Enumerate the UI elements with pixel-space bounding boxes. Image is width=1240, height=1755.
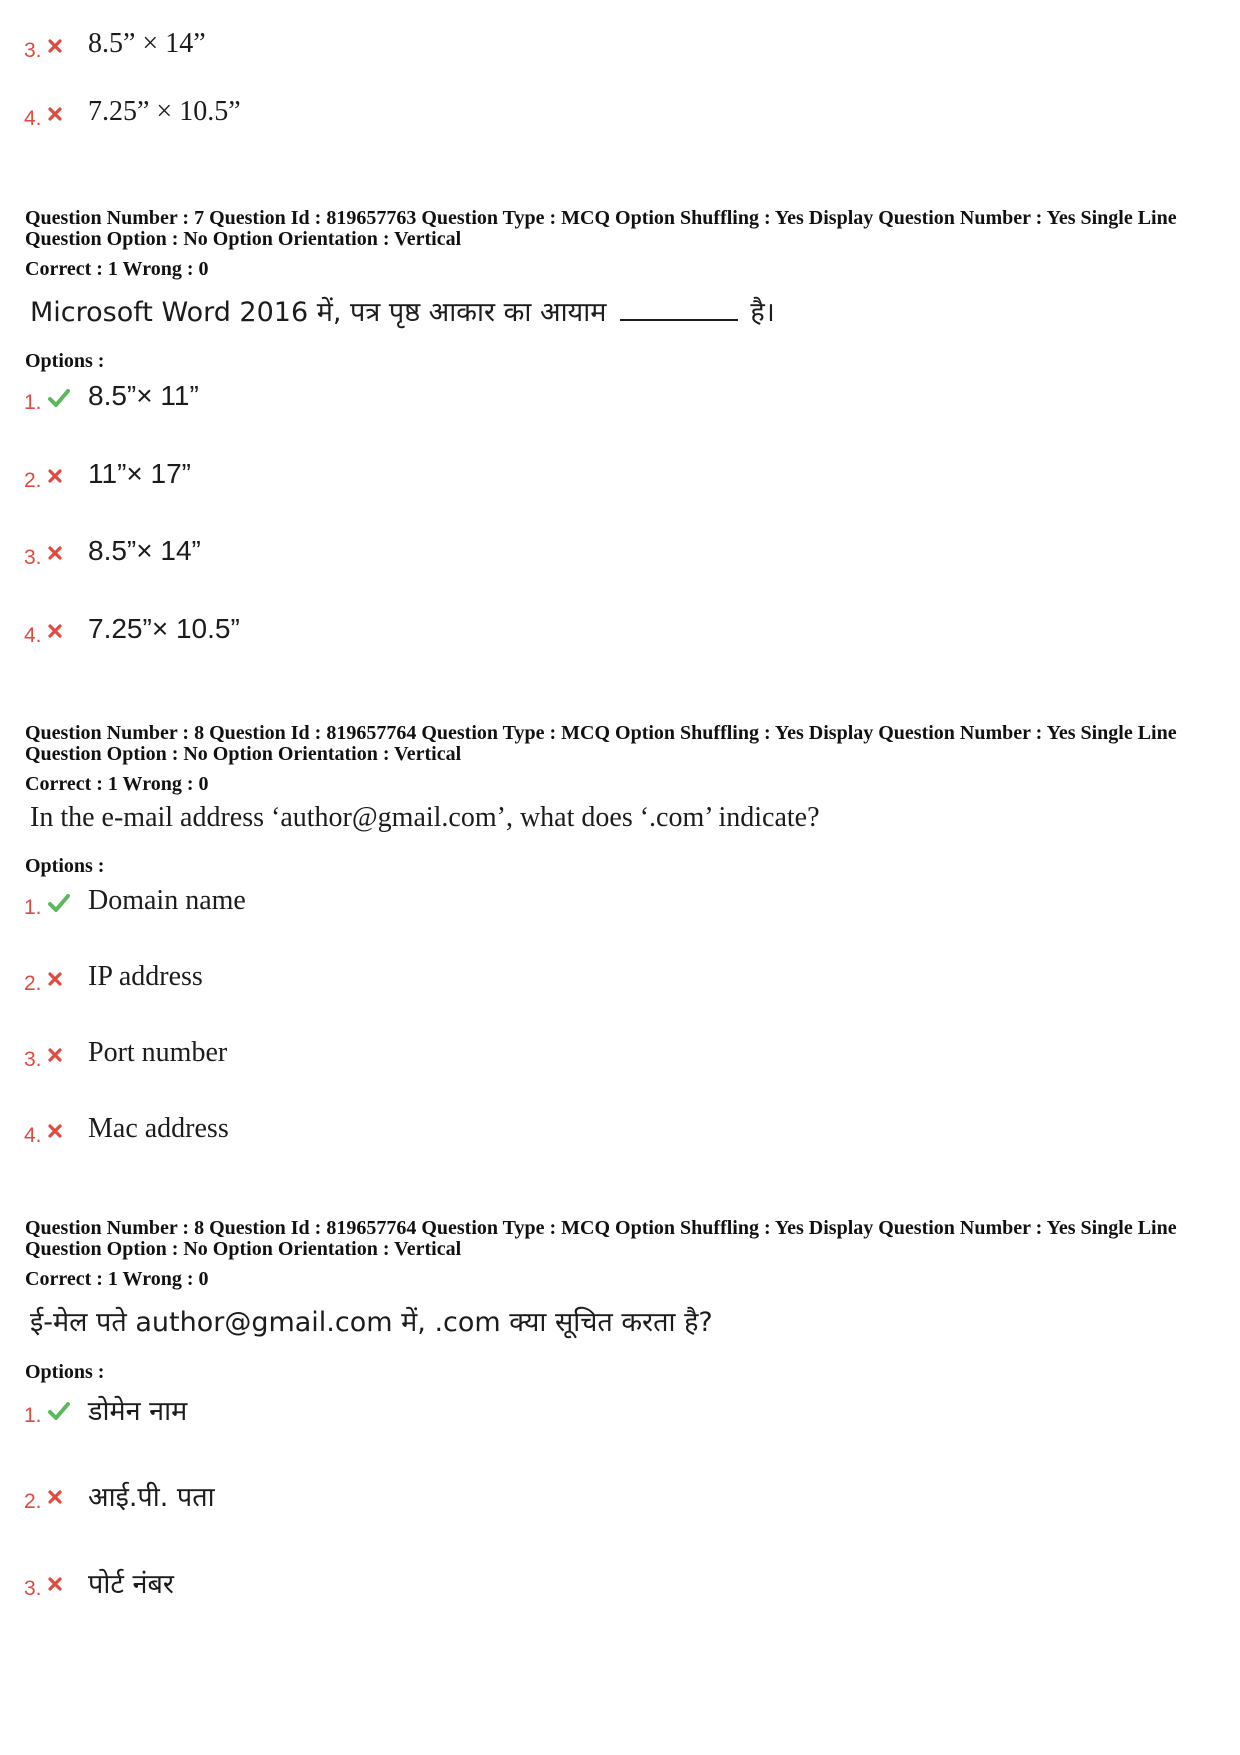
option-number: 2.	[24, 469, 42, 492]
option-text: 7.25”× 10.5”	[88, 613, 240, 644]
option-text: Domain name	[88, 885, 246, 916]
correct-wrong-marks: Correct : 1 Wrong : 0	[25, 258, 209, 280]
option-row	[24, 609, 240, 649]
option-text: Port number	[88, 1037, 228, 1068]
options-label: Options :	[25, 855, 105, 877]
cross-icon	[48, 1486, 88, 1504]
question-meta: Question Number : 8 Question Id : 819657764 Question Type : MCQ Option Shuffling : Yes Display Question Number : Yes Single Line Question Option : No Option Orientation : Vertical	[25, 722, 1177, 765]
cross-icon	[48, 35, 88, 53]
option-number: 1.	[24, 1404, 42, 1427]
option-number: 3.	[24, 1048, 42, 1071]
question-text: ई-मेल पते author@gmail.com में, .com क्या सूचित करता है?	[30, 1307, 713, 1338]
option-text: पोर्ट नंबर	[88, 1568, 174, 1600]
option-text: IP address	[88, 961, 203, 992]
cross-icon	[48, 1120, 88, 1138]
option-text: 11”× 17”	[88, 458, 191, 489]
option-text: 7.25” × 10.5”	[88, 96, 241, 127]
option-row	[24, 881, 246, 921]
option-text: Mac address	[88, 1113, 229, 1144]
option-number: 3.	[24, 546, 42, 569]
cross-icon	[48, 542, 88, 560]
option-number: 3.	[24, 39, 42, 62]
option-number: 4.	[24, 107, 42, 130]
option-row	[24, 92, 241, 132]
option-number: 3.	[24, 1577, 42, 1600]
option-row	[24, 957, 203, 997]
option-row	[24, 454, 191, 494]
option-number: 4.	[24, 624, 42, 647]
option-row	[24, 531, 201, 571]
option-row	[24, 1475, 215, 1515]
cross-icon	[48, 103, 88, 121]
option-text: 8.5”× 14”	[88, 535, 201, 566]
option-text: आई.पी. पता	[88, 1481, 215, 1513]
question-text-before: Microsoft Word 2016 में, पत्र पृष्ठ आकार का आयाम	[30, 297, 607, 328]
check-icon	[48, 890, 88, 912]
option-number: 2.	[24, 1490, 42, 1513]
correct-wrong-marks: Correct : 1 Wrong : 0	[25, 773, 209, 795]
option-number: 2.	[24, 972, 42, 995]
check-icon	[48, 1398, 88, 1420]
options-label: Options :	[25, 350, 105, 372]
cross-icon	[48, 968, 88, 986]
option-number: 1.	[24, 391, 42, 414]
cross-icon	[48, 1044, 88, 1062]
cross-icon	[48, 620, 88, 638]
option-text: 8.5” × 14”	[88, 28, 206, 59]
option-row	[24, 1389, 187, 1429]
cross-icon	[48, 1573, 88, 1591]
question-meta: Question Number : 8 Question Id : 819657764 Question Type : MCQ Option Shuffling : Yes Display Question Number : Yes Single Line Question Option : No Option Orientation : Vertical	[25, 1217, 1177, 1260]
answer-blank	[620, 309, 738, 321]
cross-icon	[48, 465, 88, 483]
question-text-after: है।	[750, 297, 775, 328]
question-text: In the e-mail address ‘author@gmail.com’, what does ‘.com’ indicate?	[30, 802, 820, 833]
question-text	[30, 292, 775, 329]
option-number: 1.	[24, 896, 42, 919]
option-row	[24, 1109, 229, 1149]
option-text: 8.5”× 11”	[88, 380, 199, 411]
correct-wrong-marks: Correct : 1 Wrong : 0	[25, 1268, 209, 1290]
option-text: डोमेन नाम	[88, 1395, 188, 1427]
option-row	[24, 1562, 174, 1602]
option-row	[24, 376, 199, 416]
option-row	[24, 24, 206, 64]
option-row	[24, 1033, 227, 1073]
question-meta: Question Number : 7 Question Id : 819657763 Question Type : MCQ Option Shuffling : Yes Display Question Number : Yes Single Line Question Option : No Option Orientation : Vertical	[25, 207, 1177, 250]
check-icon	[48, 385, 88, 407]
option-number: 4.	[24, 1124, 42, 1147]
options-label: Options :	[25, 1361, 105, 1383]
